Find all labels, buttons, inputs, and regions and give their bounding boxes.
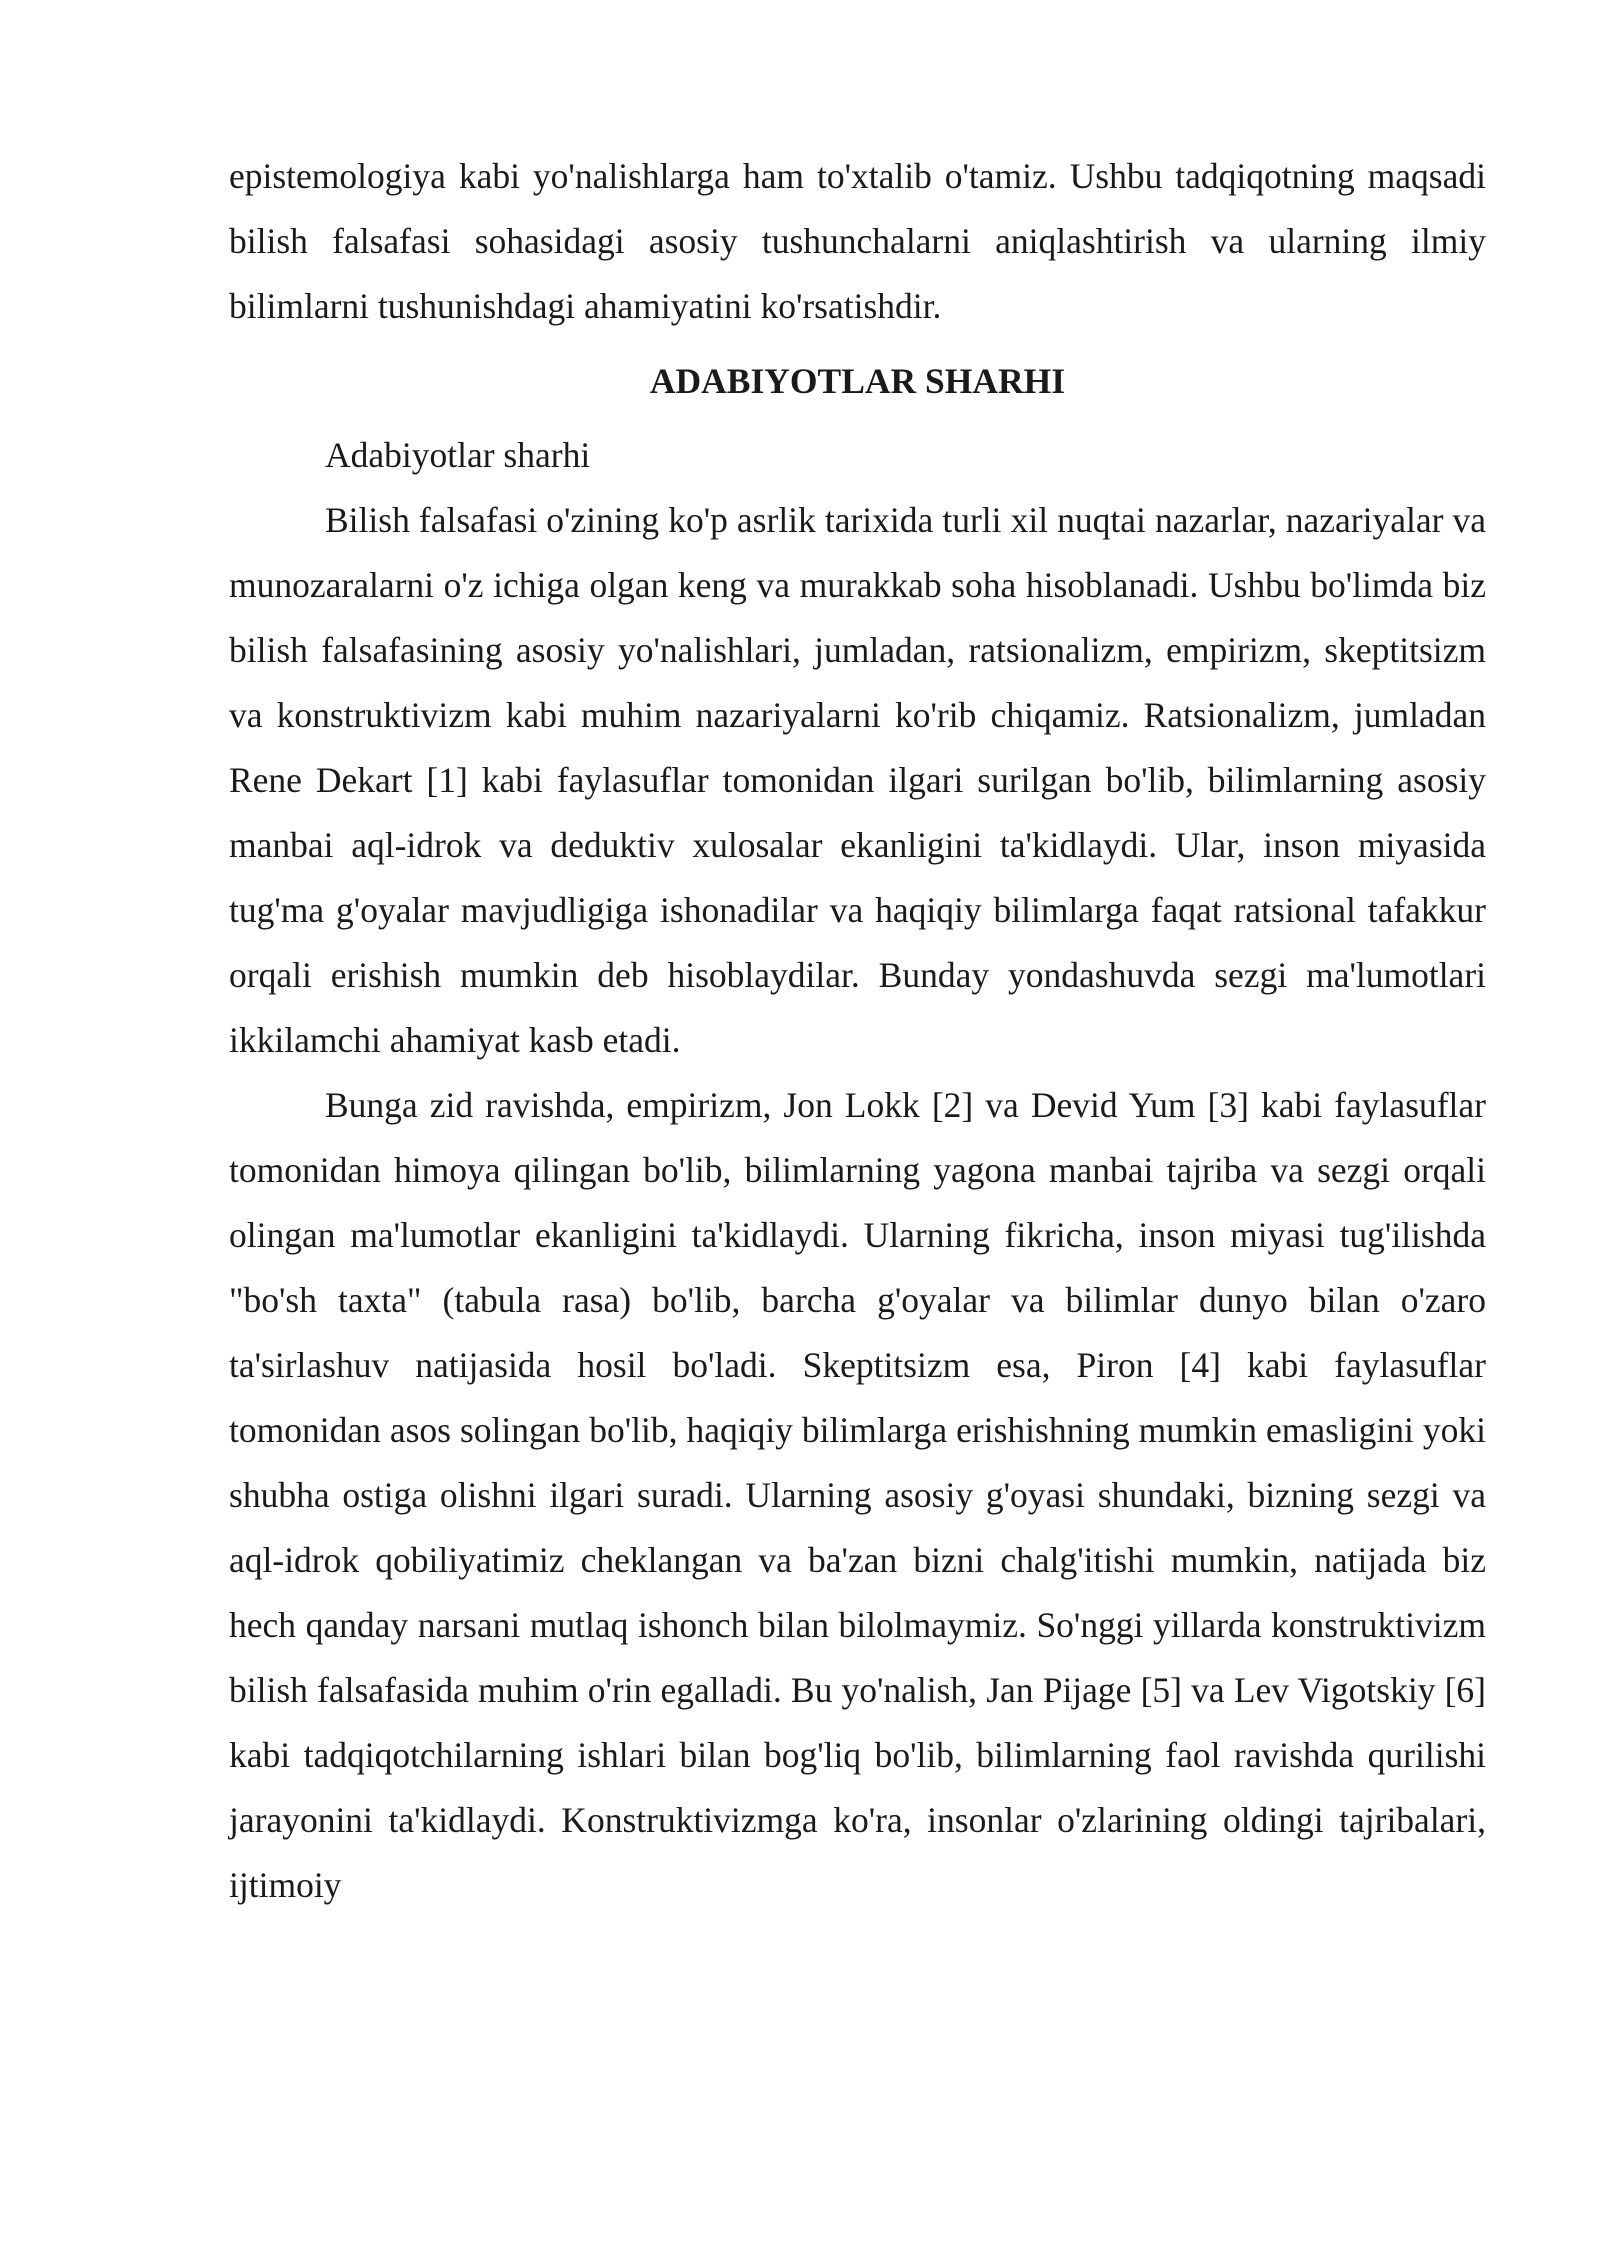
section-heading: ADABIYOTLAR SHARHI — [649, 361, 1066, 401]
document-page — [229, 144, 1486, 1918]
body-paragraph: Bunga zid ravishda, empirizm, Jon Lokk [2] va Devid Yum [3] kabi faylasuflar tomonidan himoya qilingan bo'lib, bilimlarning yagona manbai tajriba va sezgi orqali olingan ma'lumotlar ekanligini ta'kidlaydi. Ularning fikricha, inson miyasi tug'ilishda "bo'sh taxta" (tabula rasa) bo'lib, barcha g'oyalar va bilimlar dunyo bilan o'zaro ta'sirlashuv natijasida hosil bo'ladi. Skeptitsizm esa, Piron [4] kabi faylasuflar tomonidan asos solingan bo'lib, haqiqiy bilimlarga erishishning mumkin emasligini yoki shubha ostiga olishni ilgari suradi. Ularning asosiy g'oyasi shundaki, bizning sezgi va aql-idrok qobiliyatimiz cheklangan va ba'zan bizni chalg'itishi mumkin, natijada biz hech qanday narsani mutlaq ishonch bilan bilolmaymiz. So'nggi yillarda konstruktivizm bilish falsafasida muhim o'rin egalladi. Bu yo'nalish, Jan Pijage [5] va Lev Vigotskiy [6] kabi tadqiqotchilarning ishlari bilan bog'liq bo'lib, bilimlarning faol ravishda qurilishi jarayonini ta'kidlaydi. Konstruktivizmga ko'ra, insonlar o'zlarining oldingi tajribalari, ijtimoiy — [229, 1085, 1486, 1905]
intro-paragraph: epistemologiya kabi yo'nalishlarga ham to'xtalib o'tamiz. Ushbu tadqiqotning maqsadi bilish falsafasi sohasidagi asosiy tushunchalarni aniqlashtirish va ularning ilmiy bilimlarni tushunishdagi ahamiyatini ko'rsatishdir. — [229, 156, 1486, 326]
body-paragraph: Bilish falsafasi o'zining ko'p asrlik tarixida turli xil nuqtai nazarlar, nazariyalar va munozaralarni o'z ichiga olgan keng va murakkab soha hisoblanadi. Ushbu bo'limda biz bilish falsafasining asosiy yo'nalishlari, jumladan, ratsionalizm, empirizm, skeptitsizm va konstruktivizm kabi muhim nazariyalarni ko'rib chiqamiz. Ratsionalizm, jumladan Rene Dekart [1] kabi faylasuflar tomonidan ilgari surilgan bo'lib, bilimlarning asosiy manbai aql-idrok va deduktiv xulosalar ekanligini ta'kidlaydi. Ular, inson miyasida tug'ma g'oyalar mavjudligiga ishonadilar va haqiqiy bilimlarga faqat ratsional tafakkur orqali erishish mumkin deb hisoblaydilar. Bunday yondashuvda sezgi ma'lumotlari ikkilamchi ahamiyat kasb etadi. — [229, 500, 1486, 1060]
subheading: Adabiyotlar sharhi — [325, 435, 591, 475]
